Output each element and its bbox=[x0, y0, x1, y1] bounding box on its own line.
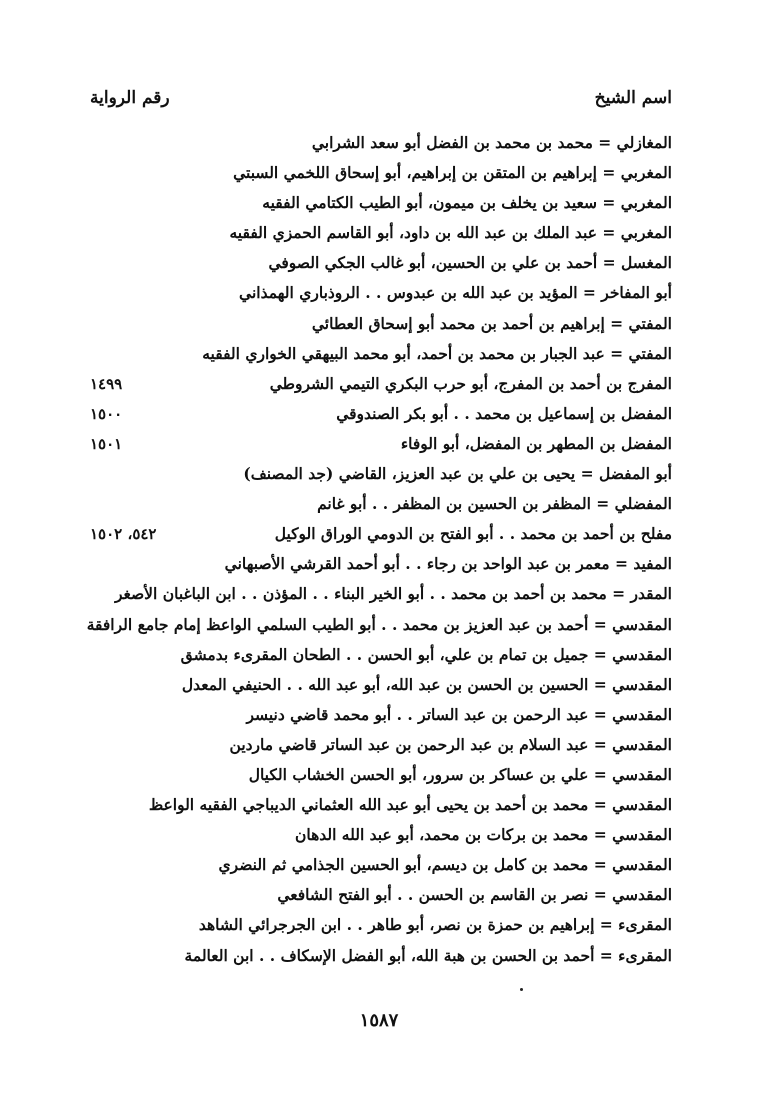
entry-name: المغسل = أحمد بن علي بن الحسين، أبو غالب الجكي الصوفي bbox=[268, 253, 672, 273]
entry-list bbox=[86, 128, 672, 971]
entry-name: المغربي = إبراهيم بن المتقن بن إبراهيم، أبو إسحاق اللخمي السبتي bbox=[233, 163, 672, 183]
entry-name: المقدسي = أحمد بن عبد العزيز بن محمد . . أبو الطيب السلمي الواعظ إمام جامع الرافقة bbox=[86, 614, 672, 634]
list-item bbox=[90, 549, 672, 579]
entry-name: مفلح بن أحمد بن محمد . . أبو الفتح بن الدومي الوراق الوكيل bbox=[274, 524, 672, 544]
list-item bbox=[90, 850, 672, 880]
entry-narration-numbers: ٥٤٢، ١٥٠٢ bbox=[90, 525, 157, 544]
entry-name: المقدسي = محمد بن كامل بن ديسم، أبو الحسين الجذامي ثم النضري bbox=[218, 855, 672, 875]
entry-name: أبو المفاخر = المؤيد بن عبد الله بن عبدوس . . الروذباري الهمذاني bbox=[239, 283, 672, 303]
sheikh-name-heading: اسم الشيخ bbox=[594, 88, 672, 108]
entry-name: المقدسي = علي بن عساكر بن سرور، أبو الحسن الخشاب الكيال bbox=[248, 764, 672, 784]
list-item bbox=[90, 188, 672, 218]
list-item bbox=[90, 519, 672, 549]
entry-name: المقدر = محمد بن أحمد بن محمد . . أبو الخير البناء . . المؤذن . . ابن الباغبان الأصغر bbox=[114, 584, 672, 604]
entry-name: المفتي = إبراهيم بن أحمد بن محمد أبو إسحاق العطائي bbox=[311, 313, 672, 333]
list-item bbox=[90, 369, 672, 399]
entry-name: المفضل بن المطهر بن المفضل، أبو الوفاء bbox=[400, 433, 672, 453]
entry-name: المقدسي = نصر بن القاسم بن الحسن . . أبو الفتح الشافعي bbox=[277, 885, 672, 905]
entry-name: المغربي = عبد الملك بن عبد الله بن داود، أبو القاسم الحمزي الفقيه bbox=[229, 223, 672, 243]
entry-name: المقرىء = إبراهيم بن حمزة بن نصر، أبو طاهر . . ابن الجرجرائي الشاهد bbox=[198, 915, 672, 935]
list-item bbox=[90, 248, 672, 278]
entry-name: المقدسي = الحسين بن الحسن بن عبد الله، أبو عبد الله . . الحنيفي المعدل bbox=[181, 674, 672, 694]
column-header bbox=[90, 88, 672, 118]
entry-name: المقدسي = عبد السلام بن عبد الرحمن بن عبد الساتر قاضي ماردين bbox=[229, 734, 672, 754]
page-number: ١٥٨٧ bbox=[359, 1010, 399, 1031]
list-item bbox=[90, 941, 672, 971]
list-item bbox=[90, 880, 672, 910]
list-item bbox=[90, 730, 672, 760]
entry-name: المغربي = سعيد بن يخلف بن ميمون، أبو الطيب الكتامي الفقيه bbox=[262, 193, 672, 213]
list-item bbox=[90, 339, 672, 369]
entry-name: المفضلي = المظفر بن الحسين بن المظفر . . أبو غانم bbox=[317, 494, 672, 514]
entry-name: المقدسي = محمد بن أحمد بن يحيى أبو عبد الله العثماني الديباجي الفقيه الواعظ bbox=[148, 795, 672, 815]
list-item bbox=[90, 579, 672, 609]
entry-name: المقدسي = عبد الرحمن بن عبد الساتر . . أبو محمد قاضي دنيسر bbox=[246, 704, 672, 724]
list-item bbox=[90, 489, 672, 519]
list-item bbox=[90, 459, 672, 489]
entry-name: أبو المفضل = يحيى بن علي بن عبد العزيز، القاضي (جد المصنف) bbox=[243, 464, 672, 484]
list-item bbox=[90, 760, 672, 790]
list-item bbox=[90, 309, 672, 339]
entry-name: المقدسي = محمد بن بركات بن محمد، أبو عبد الله الدهان bbox=[294, 825, 672, 845]
entry-narration-numbers: ١٥٠١ bbox=[90, 434, 123, 453]
entry-name: المقدسي = جميل بن تمام بن علي، أبو الحسن . . الطحان المقرىء بدمشق bbox=[180, 644, 672, 664]
list-item bbox=[90, 700, 672, 730]
entry-name: المغازلي = محمد بن محمد بن الفضل أبو سعد الشرابي bbox=[311, 133, 672, 152]
narration-number-heading: رقم الرواية bbox=[90, 88, 170, 108]
list-item bbox=[90, 158, 672, 188]
list-item bbox=[90, 128, 672, 158]
list-item bbox=[90, 670, 672, 700]
list-item bbox=[90, 640, 672, 670]
entry-narration-numbers: ١٥٠٠ bbox=[90, 404, 123, 423]
entry-name: المفضل بن إسماعيل بن محمد . . أبو بكر الصندوقي bbox=[336, 403, 672, 423]
entry-name: المفتي = عبد الجبار بن محمد بن أحمد، أبو محمد البيهقي الخواري الفقيه bbox=[202, 343, 672, 363]
entry-name: المفيد = معمر بن عبد الواحد بن رجاء . . أبو أحمد القرشي الأصبهاني bbox=[224, 554, 672, 574]
ink-dot bbox=[520, 988, 523, 991]
list-item bbox=[86, 610, 672, 640]
list-item bbox=[90, 218, 672, 248]
list-item bbox=[90, 910, 672, 940]
list-item bbox=[90, 399, 672, 429]
list-item bbox=[90, 278, 672, 308]
entry-name: المفرج بن أحمد بن المفرج، أبو حرب البكري التيمي الشروطي bbox=[269, 373, 672, 393]
entry-narration-numbers: ١٤٩٩ bbox=[90, 374, 123, 393]
list-item bbox=[90, 429, 672, 459]
entry-name: المقرىء = أحمد بن الحسن بن هبة الله، أبو الفضل الإسكاف . . ابن العالمة bbox=[184, 945, 672, 965]
list-item bbox=[90, 790, 672, 820]
list-item bbox=[90, 820, 672, 850]
